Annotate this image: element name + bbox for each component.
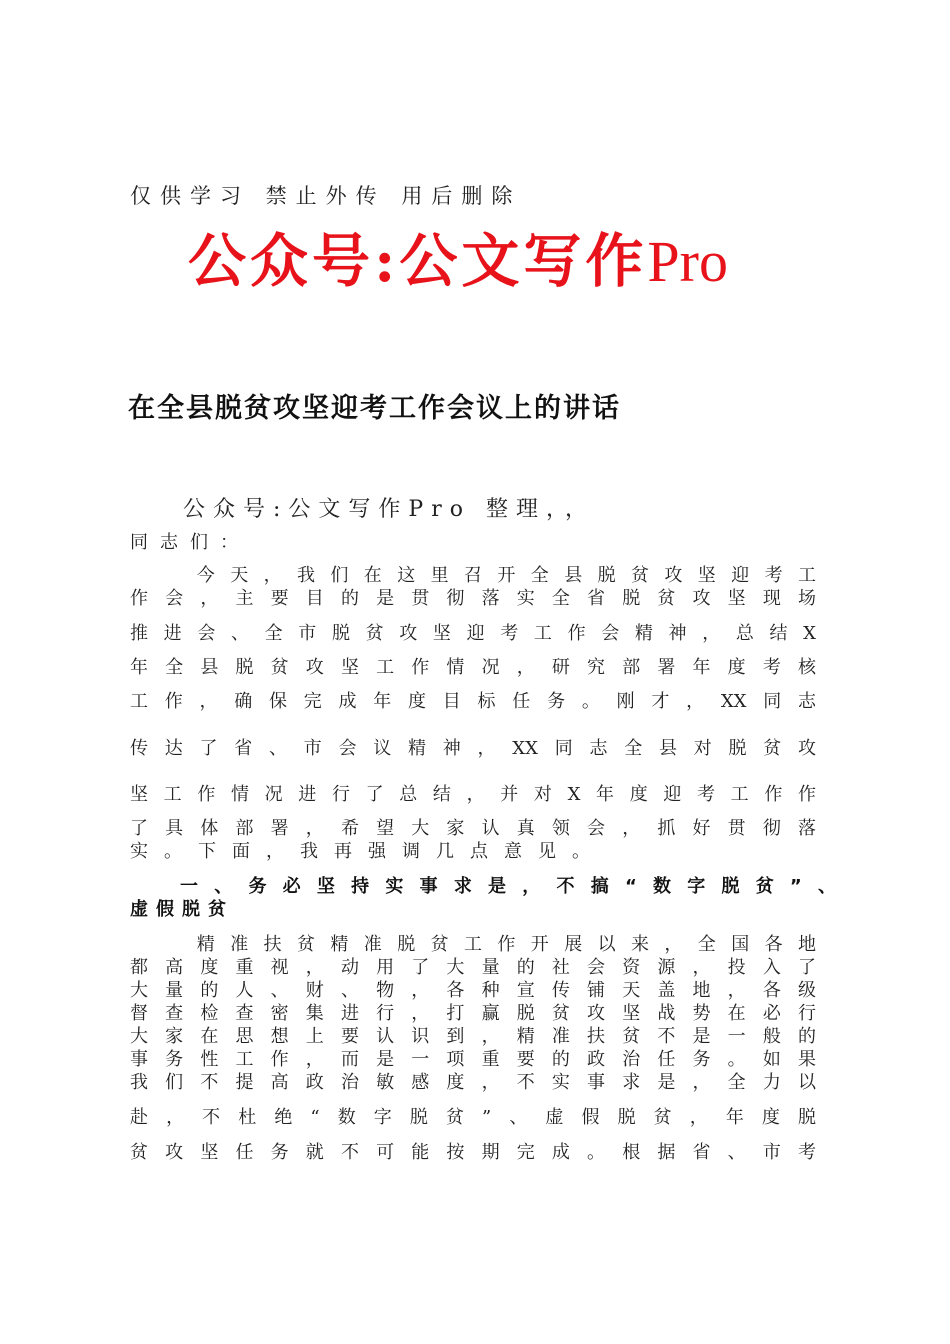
paragraph-2-line: 大家在思想上要认识到，精准扶贫不是一般的 bbox=[130, 1026, 816, 1047]
paragraph-1-line: 坚工作情况进行了总结，并对X年度迎考工作作 bbox=[130, 784, 816, 805]
paragraph-2-line: 精准扶贫精准脱贫工作开展以来，全国各地 bbox=[130, 934, 816, 955]
document-title: 在全县脱贫攻坚迎考工作会议上的讲话 bbox=[128, 393, 621, 424]
section-heading: 一、务必坚持实事求是，不搞“数字脱贫”、 bbox=[180, 876, 836, 897]
paragraph-1-line: 今天，我们在这里召开全县脱贫攻坚迎考工 bbox=[130, 565, 816, 586]
brand-banner bbox=[188, 224, 728, 299]
paragraph-2-line: 赴，不杜绝“数字脱贫”、虚假脱贫，年度脱 bbox=[130, 1107, 816, 1128]
usage-notice: 仅供学习 禁止外传 用后删除 bbox=[130, 184, 522, 208]
paragraph-2-line: 我们不提高政治敏感度，不实事求是，全力以 bbox=[130, 1072, 816, 1093]
paragraph-2-line: 贫攻坚任务就不可能按期完成。根据省、市考 bbox=[130, 1142, 816, 1163]
paragraph-1-line: 传达了省、市会议精神，XX同志全县对脱贫攻 bbox=[130, 738, 816, 759]
paragraph-2-line: 督查检查密集进行，打赢脱贫攻坚战势在必行 bbox=[130, 1003, 816, 1024]
paragraph-2-line: 大量的人、财、物，各种宣传铺天盖地，各级 bbox=[130, 980, 816, 1001]
salutation: 同志们： bbox=[130, 532, 250, 553]
section-heading-continued: 虚假脱贫 bbox=[130, 899, 234, 920]
paragraph-1-line: 工作，确保完成年度目标任务。刚才，XX同志 bbox=[130, 691, 816, 712]
paragraph-1-line: 了具体部署，希望大家认真领会，抓好贯彻落 bbox=[130, 818, 816, 839]
paragraph-2-line: 事务性工作，而是一项重要的政治任务。如果 bbox=[130, 1049, 816, 1070]
paragraph-1-line: 作会，主要目的是贯彻落实全省脱贫攻坚现场 bbox=[130, 588, 816, 609]
source-line: 公众号:公文写作Pro 整理，， bbox=[183, 497, 595, 522]
paragraph-1-last-line: 实。下面，我再强调几点意见。 bbox=[130, 841, 590, 862]
paragraph-1-line: 推进会、全市脱贫攻坚迎考工作会精神，总结X bbox=[130, 623, 816, 644]
paragraph-1-line: 年全县脱贫攻坚工作情况，研究部署年度考核 bbox=[130, 657, 816, 678]
paragraph-2-line: 都高度重视，动用了大量的社会资源，投入了 bbox=[130, 957, 816, 978]
brand-name: 公众号:公文写作 bbox=[188, 227, 648, 295]
brand-pro: Pro bbox=[647, 229, 728, 294]
